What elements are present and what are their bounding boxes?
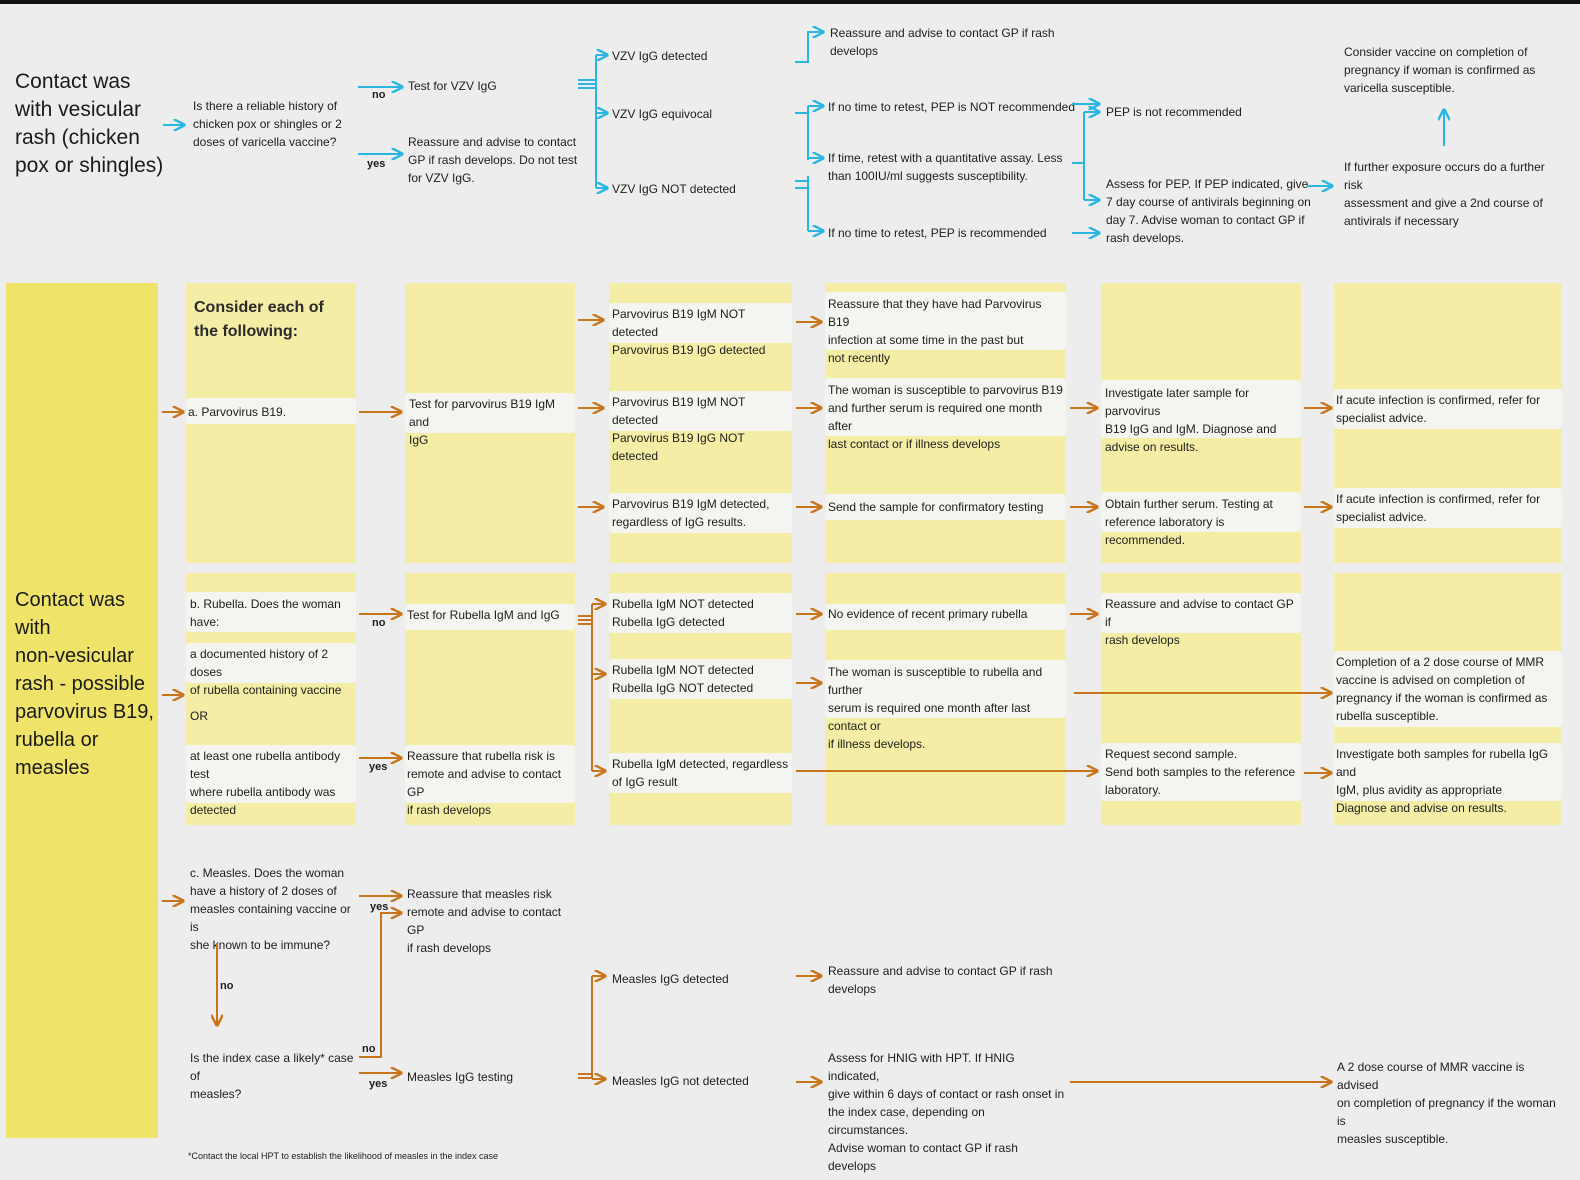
no-label: no bbox=[372, 89, 386, 101]
assess-pep: Assess for PEP. If PEP indicated, give 7 day course of antivirals beginning on day 7. Advise woman to contact GP if rash develops. bbox=[1106, 177, 1311, 245]
consider-each-heading: Consider each of the following: bbox=[194, 299, 324, 340]
arrow bbox=[795, 32, 822, 62]
no-time-retest-recommended: If no time to retest, PEP is recommended bbox=[828, 226, 1047, 240]
measles-mmr-advice: A 2 dose course of MMR vaccine is advised on completion of pregnancy if the woman is measles susceptible. bbox=[1337, 1060, 1556, 1146]
reassure-detected: Reassure and advise to contact GP if rash develops bbox=[830, 26, 1055, 58]
rubella-result-3: Rubella IgM detected, regardless of IgG result bbox=[612, 757, 789, 789]
rubella-option-1: a documented history of 2 doses of rubella containing vaccine bbox=[190, 647, 342, 697]
yes-label: yes bbox=[369, 1078, 388, 1090]
index-case-question: Is the index case a likely* case of measles? bbox=[190, 1051, 354, 1101]
measles-igg-detected: Measles IgG detected bbox=[612, 972, 729, 986]
parvovirus-followup-3: Obtain further serum. Testing at reference laboratory is recommended. bbox=[1105, 497, 1273, 547]
parvovirus-test: Test for parvovirus B19 IgM and IgG bbox=[409, 397, 556, 447]
time-retest: If time, retest with a quantitative assay. Less than 100IU/ml suggests susceptibility. bbox=[828, 151, 1063, 183]
no-label: no bbox=[220, 980, 234, 992]
test-vzv-igg: Test for VZV IgG bbox=[408, 79, 497, 93]
rubella-result-1: Rubella IgM NOT detected Rubella IgG detected bbox=[612, 597, 754, 629]
consider-vaccine: Consider vaccine on completion of pregnancy if woman is confirmed as varicella susceptible. bbox=[1344, 45, 1536, 95]
parvovirus-specialist-2: If acute infection is confirmed, refer for specialist advice. bbox=[1336, 393, 1541, 425]
yes-label: yes bbox=[369, 761, 388, 773]
measles-igg-not-detected: Measles IgG not detected bbox=[612, 1074, 749, 1088]
yes-label: yes bbox=[367, 158, 386, 170]
parvovirus-result-2: Parvovirus B19 IgM NOT detected Parvovirus B19 IgG NOT detected bbox=[612, 395, 746, 463]
measles-reassure: Reassure that measles risk remote and advise to contact GP if rash develops bbox=[407, 887, 562, 955]
vzv-igg-not-detected: VZV IgG NOT detected bbox=[612, 182, 736, 196]
rubella-test: Test for Rubella IgM and IgG bbox=[407, 608, 560, 622]
reassure-no-test: Reassure and advise to contact GP if rash develops. Do not test for VZV IgG. bbox=[408, 135, 578, 185]
vesicular-title: Contact was with vesicular rash (chicken pox or shingles) bbox=[15, 70, 164, 177]
rubella-label: b. Rubella. Does the woman have: bbox=[190, 597, 341, 629]
rubella-action-1: No evidence of recent primary rubella bbox=[828, 607, 1028, 621]
parvovirus-specialist-3: If acute infection is confirmed, refer for specialist advice. bbox=[1336, 492, 1541, 524]
rubella-investigate: Investigate both samples for rubella IgG and IgM, plus avidity as appropriate Diagnose and advise on results. bbox=[1336, 747, 1549, 815]
rubella-reassure: Reassure that rubella risk is remote and advise to contact GP if rash develops bbox=[407, 749, 562, 817]
rubella-action-2: The woman is susceptible to rubella and further serum is required one month after last contact or if illness develops. bbox=[828, 665, 1043, 751]
parvovirus-label: a. Parvovirus B19. bbox=[188, 405, 287, 419]
rubella-followup-1: Reassure and advise to contact GP if rash develops bbox=[1105, 597, 1294, 647]
parvovirus-action-2: The woman is susceptible to parvovirus B19 and further serum is required one month after last contact or if illness develops bbox=[828, 383, 1063, 451]
no-label: no bbox=[372, 617, 386, 629]
vzv-igg-equivocal: VZV IgG equivocal bbox=[612, 107, 713, 121]
nonvesicular-title: Contact was with non-vesicular rash - possible parvovirus B19, rubella or measles bbox=[15, 589, 154, 779]
footnote: *Contact the local HPT to establish the likelihood of measles in the index case bbox=[188, 1151, 499, 1161]
rubella-option-2: at least one rubella antibody test where rubella antibody was detected bbox=[190, 749, 341, 817]
no-time-retest-not-recommended: If no time to retest, PEP is NOT recommended bbox=[828, 100, 1075, 114]
measles-label: c. Measles. Does the woman have a history of 2 doses of measles containing vaccine or is she known to be immune? bbox=[190, 866, 351, 952]
measles-hnig-assessment: Assess for HNIG with HPT. If HNIG indicated, give within 6 days of contact or rash onset in the index case, depending on circumstances. Advise woman to contact GP if rash develops bbox=[828, 1051, 1065, 1173]
yes-label: yes bbox=[370, 901, 389, 913]
pep-not-recommended: PEP is not recommended bbox=[1106, 105, 1242, 119]
rubella-followup-3: Request second sample. Send both samples to the reference laboratory. bbox=[1105, 747, 1296, 797]
arrow bbox=[359, 913, 400, 1057]
vzv-igg-detected: VZV IgG detected bbox=[612, 49, 708, 63]
rubella-result-2: Rubella IgM NOT detected Rubella IgG NOT detected bbox=[612, 663, 754, 695]
measles-igg-testing: Measles IgG testing bbox=[407, 1070, 514, 1084]
parvovirus-result-1: Parvovirus B19 IgM NOT detected Parvovirus B19 IgG detected bbox=[612, 307, 766, 357]
parvovirus-action-1: Reassure that they have had Parvovirus B19 infection at some time in the past but not recently bbox=[828, 297, 1042, 365]
no-label: no bbox=[362, 1043, 376, 1055]
rubella-mmr-advice: Completion of a 2 dose course of MMR vaccine is advised on completion of pregnancy if the woman is confirmed as rubella susceptible. bbox=[1336, 655, 1548, 723]
reliable-history-question: Is there a reliable history of chicken pox or shingles or 2 doses of varicella vaccine? bbox=[193, 99, 342, 149]
rubella-or: OR bbox=[190, 709, 208, 723]
parvovirus-followup-2: Investigate later sample for parvovirus B19 IgG and IgM. Diagnose and advise on results. bbox=[1105, 386, 1277, 454]
measles-reassure-detected: Reassure and advise to contact GP if rash develops bbox=[828, 964, 1053, 996]
further-exposure: If further exposure occurs do a further risk assessment and give a 2nd course of antivirals if necessary bbox=[1344, 160, 1545, 228]
parvovirus-action-3: Send the sample for confirmatory testing bbox=[828, 500, 1044, 514]
parvovirus-result-3: Parvovirus B19 IgM detected, regardless of IgG results. bbox=[612, 497, 770, 529]
